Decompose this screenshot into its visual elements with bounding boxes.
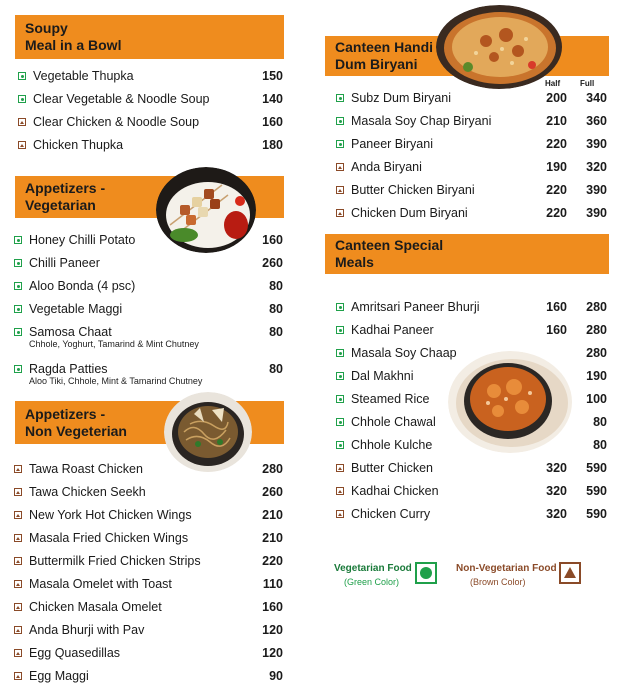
item-price-half: 200 [546, 91, 567, 105]
nonveg-icon [14, 626, 22, 634]
nonveg-icon [14, 534, 22, 542]
veg-icon [336, 395, 344, 403]
item-price-full: 390 [586, 206, 607, 220]
section-title-line1: Soupy [25, 20, 68, 36]
item-price-full: 390 [586, 183, 607, 197]
veg-icon [14, 328, 22, 336]
item-price: 120 [262, 646, 283, 660]
legend-nonveg-icon [559, 562, 581, 584]
nonveg-icon [336, 464, 344, 472]
legend-veg-icon [415, 562, 437, 584]
section-banner-soupy [15, 15, 284, 59]
nonveg-icon [336, 186, 344, 194]
item-price: 120 [262, 623, 283, 637]
item-price: 80 [269, 279, 283, 293]
column-header-half: Half [545, 79, 561, 88]
item-name: Chilli Paneer [29, 256, 100, 270]
nonveg-icon [18, 118, 26, 126]
item-name: Egg Quasedillas [29, 646, 121, 660]
item-price: 210 [262, 508, 283, 522]
item-name: Amritsari Paneer Bhurji [351, 300, 480, 314]
item-price: 160 [262, 233, 283, 247]
item-name: Anda Bhurji with Pav [29, 623, 145, 637]
veg-icon [336, 94, 344, 102]
nonveg-icon [14, 672, 22, 680]
nonveg-icon [14, 465, 22, 473]
item-name: Clear Chicken & Noodle Soup [33, 115, 200, 129]
veg-icon [14, 282, 22, 290]
item-price: 90 [269, 669, 283, 683]
nonveg-icon [336, 163, 344, 171]
item-price-half: 160 [546, 300, 567, 314]
section-title-line2: Meal in a Bowl [25, 37, 122, 53]
item-price: 260 [262, 485, 283, 499]
nonveg-icon [14, 580, 22, 588]
nonveg-icon [336, 209, 344, 217]
item-description: Chhole, Yoghurt, Tamarind & Mint Chutney [29, 339, 199, 349]
item-price-half: 190 [546, 160, 567, 174]
section-title-line1: Appetizers - [25, 405, 106, 422]
item-name: Egg Maggi [29, 669, 89, 683]
item-name: Chicken Curry [351, 507, 431, 521]
item-price-full: 280 [586, 323, 607, 337]
section-title-line2: Meals [335, 254, 374, 270]
veg-icon [336, 349, 344, 357]
item-price: 260 [262, 256, 283, 270]
section-title-line1: Canteen Special [335, 237, 444, 253]
item-price: 160 [262, 600, 283, 614]
legend-veg-subtitle: (Green Color) [344, 577, 400, 587]
item-price-half: 220 [546, 206, 567, 220]
section-title-line1: Appetizers - [25, 180, 106, 196]
noodles-photo [164, 392, 252, 472]
item-name: Chicken Masala Omelet [29, 600, 162, 614]
item-price-full: 190 [586, 369, 607, 383]
nonveg-icon [336, 487, 344, 495]
nonveg-icon [14, 488, 22, 496]
item-price: 220 [262, 554, 283, 568]
item-name: Chhole Chawal [351, 415, 436, 429]
item-name: Masala Soy Chaap [351, 346, 457, 360]
item-price-half: 220 [546, 183, 567, 197]
legend-nonveg-title: Non-Vegetarian Food [456, 563, 557, 574]
item-price: 80 [269, 325, 283, 339]
item-name: Masala Fried Chicken Wings [29, 531, 189, 545]
veg-icon [14, 305, 22, 313]
item-price-half: 320 [546, 484, 567, 498]
item-price: 160 [262, 115, 283, 129]
section-title-line2: Dum Biryani [335, 56, 418, 72]
item-name: Chicken Thupka [33, 138, 124, 152]
veg-icon [18, 72, 26, 80]
item-price-full: 80 [593, 415, 607, 429]
item-name: Ragda Patties [29, 362, 108, 376]
item-price-full: 590 [586, 507, 607, 521]
item-name: Dal Makhni [351, 369, 414, 383]
item-price: 280 [262, 462, 283, 476]
item-name: Vegetable Maggi [29, 302, 123, 316]
item-price-full: 320 [586, 160, 607, 174]
item-name: Subz Dum Biryani [351, 91, 452, 105]
item-name: Clear Vegetable & Noodle Soup [33, 92, 210, 106]
item-name: New York Hot Chicken Wings [29, 508, 192, 522]
item-price-full: 280 [586, 346, 607, 360]
veg-icon [14, 236, 22, 244]
item-name: Aloo Bonda (4 psc) [29, 279, 136, 293]
item-price-full: 360 [586, 114, 607, 128]
item-name: Tawa Chicken Seekh [29, 485, 146, 499]
item-name: Tawa Roast Chicken [29, 462, 143, 476]
item-price-half: 320 [546, 507, 567, 521]
item-name: Honey Chilli Potato [29, 233, 136, 247]
column-header-full: Full [580, 79, 595, 88]
item-price: 180 [262, 138, 283, 152]
nonveg-icon [336, 510, 344, 518]
item-price: 140 [262, 92, 283, 106]
item-price: 110 [262, 577, 283, 591]
item-price-half: 210 [546, 114, 567, 128]
item-name: Paneer Biryani [351, 137, 433, 151]
section-banner-special [325, 234, 609, 274]
item-price-full: 100 [586, 392, 607, 406]
veg-icon [14, 365, 22, 373]
item-name: Butter Chicken [351, 461, 433, 475]
item-description: Aloo Tiki, Chhole, Mint & Tamarind Chutney [29, 376, 203, 386]
item-name: Kadhai Chicken [351, 484, 439, 498]
item-price: 150 [262, 69, 283, 83]
item-name: Chicken Dum Biryani [351, 206, 468, 220]
item-price-full: 80 [593, 438, 607, 452]
veg-icon [336, 303, 344, 311]
nonveg-icon [18, 141, 26, 149]
item-price-half: 160 [546, 323, 567, 337]
veg-icon [336, 418, 344, 426]
legend-veg-title: Vegetarian Food [334, 563, 412, 574]
item-price-half: 220 [546, 137, 567, 151]
legend-nonveg-subtitle: (Brown Color) [470, 577, 526, 587]
item-name: Kadhai Paneer [351, 323, 434, 337]
nonveg-icon [14, 511, 22, 519]
veg-icon [336, 117, 344, 125]
veg-icon [336, 372, 344, 380]
item-price-full: 390 [586, 137, 607, 151]
section-title-line2: Vegetarian [25, 197, 96, 213]
veg-icon [336, 441, 344, 449]
item-name: Butter Chicken Biryani [351, 183, 475, 197]
item-price-full: 340 [586, 91, 607, 105]
veg-icon [336, 140, 344, 148]
item-name: Steamed Rice [351, 392, 430, 406]
nonveg-icon [14, 557, 22, 565]
section-title-line1: Canteen Handi [335, 39, 434, 55]
item-name: Samosa Chaat [29, 325, 112, 339]
item-price-half: 320 [546, 461, 567, 475]
veg-icon [336, 326, 344, 334]
item-name: Buttermilk Fried Chicken Strips [29, 554, 201, 568]
nonveg-icon [14, 649, 22, 657]
curry-photo [448, 351, 573, 453]
item-name: Chhole Kulche [351, 438, 433, 452]
item-name: Anda Biryani [351, 160, 422, 174]
item-name: Masala Soy Chap Biryani [351, 114, 492, 128]
item-price: 80 [269, 362, 283, 376]
item-price: 210 [262, 531, 283, 545]
item-price-full: 590 [586, 461, 607, 475]
biryani-photo [436, 5, 563, 89]
item-price-full: 590 [586, 484, 607, 498]
veg-icon [14, 259, 22, 267]
item-price: 80 [269, 302, 283, 316]
section-title-line2: Non Vegeterian [25, 422, 127, 439]
item-price-full: 280 [586, 300, 607, 314]
kebab-photo [156, 167, 256, 253]
veg-icon [18, 95, 26, 103]
item-name: Masala Omelet with Toast [29, 577, 172, 591]
nonveg-icon [14, 603, 22, 611]
item-name: Vegetable Thupka [33, 69, 134, 83]
